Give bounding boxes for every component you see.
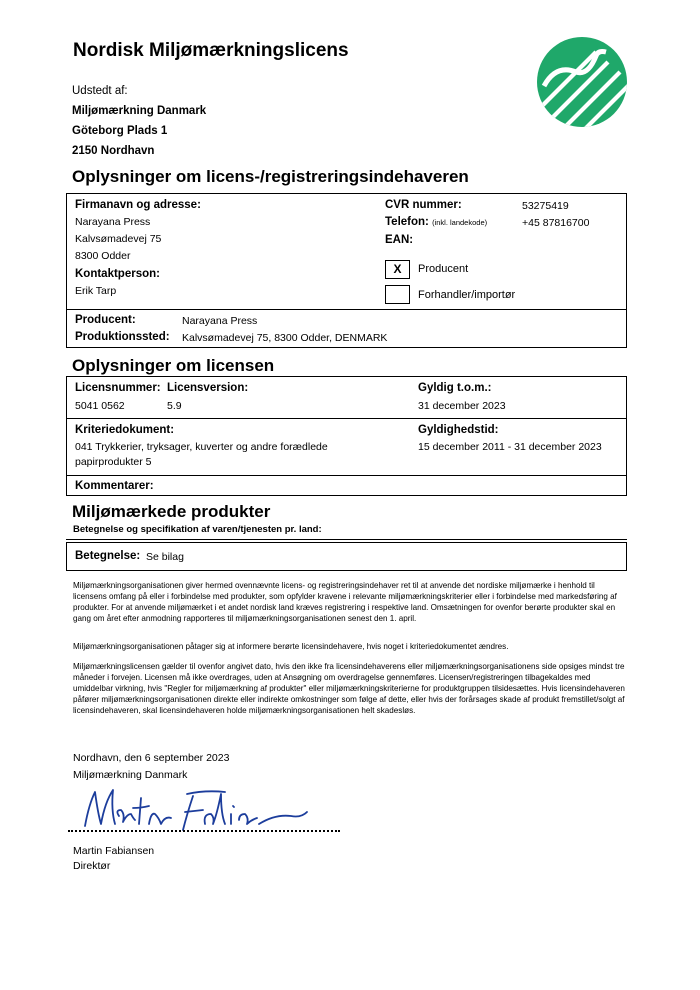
producer-option-label: Producent — [418, 263, 469, 275]
company-street: Kalvsømadevej 75 — [75, 233, 162, 245]
signer-title: Direktør — [73, 860, 111, 872]
cvr-value: 53275419 — [522, 200, 569, 212]
holder-section-heading: Oplysninger om licens-/registreringsindehaveren — [72, 167, 469, 186]
dealer-checkbox[interactable] — [385, 285, 410, 304]
handwritten-signature — [75, 784, 315, 832]
divider — [66, 418, 627, 419]
divider — [66, 539, 627, 540]
divider — [66, 475, 627, 476]
products-section-heading: Miljømærkede produkter — [72, 502, 271, 521]
site-label: Produktionssted: — [75, 331, 170, 343]
producer-row-value: Narayana Press — [182, 315, 258, 327]
issuer-name: Miljømærkning Danmark — [72, 105, 207, 117]
contact-label: Kontaktperson: — [75, 268, 160, 280]
license-number-value: 5041 0562 — [75, 400, 125, 412]
site-value: Kalvsømadevej 75, 8300 Odder, DENMARK — [182, 332, 388, 344]
validity-period-value: 15 december 2011 - 31 december 2023 — [418, 441, 602, 453]
issuer-street: Göteborg Plads 1 — [72, 125, 168, 137]
issuer-block — [72, 81, 206, 161]
valid-until-value: 31 december 2023 — [418, 400, 506, 412]
designation-label: Betegnelse: — [75, 550, 141, 562]
cvr-label: CVR nummer: — [385, 199, 462, 211]
document-title: Nordisk Miljømærkningslicens — [73, 40, 349, 61]
license-number-label: Licensnummer: — [75, 382, 161, 394]
producer-checkbox[interactable]: X — [385, 260, 410, 279]
issuer-city: 2150 Nordhavn — [72, 145, 155, 157]
contact-name: Erik Tarp — [75, 285, 117, 297]
legal-paragraph-3: Miljømærkningslicensen gælder til ovenfor angivet dato, hvis den ikke fra licensindehaverens eller miljømærkningsorganisationens side opsiges mindst tre måneder i forvejen. Licensen må ikke overdrages, uden at Ansøgning om overdragelse gennemføres. Licensen/registreringen tilbagekaldes med umiddelbar virkning, hvis "Regler for miljømærkning af produkter" eller miljømærkningskriterierne for produktgruppen tilsidesættes. Hvis licensindehaveren påfører miljømærkningsorganisationen direkte eller indirekte omkostninger som følge af dette, eller hvis der forårsages skade af produkt fremstillet/solgt af licensindehaveren, skal licensindehaveren holde miljømærkningsorganisationen helt skadesløs. — [73, 662, 625, 715]
criteria-label: Kriteriedokument: — [75, 424, 175, 436]
signature-dotted-line — [68, 830, 340, 832]
license-version-value: 5.9 — [167, 400, 182, 412]
divider — [66, 309, 627, 310]
phone-label: Telefon: — [385, 216, 429, 228]
signature-org: Miljømærkning Danmark — [73, 769, 188, 781]
phone-label-group — [385, 216, 487, 228]
license-version-label: Licensversion: — [167, 382, 249, 394]
ean-label: EAN: — [385, 234, 414, 246]
products-subheading: Betegnelse og specifikation af varen/tjenesten pr. land: — [73, 524, 322, 535]
signer-name: Martin Fabiansen — [73, 845, 155, 857]
license-box — [66, 376, 627, 496]
validity-period-label: Gyldighedstid: — [418, 424, 499, 436]
license-section-heading: Oplysninger om licensen — [72, 356, 275, 375]
phone-value: +45 87816700 — [522, 217, 590, 229]
designation-value: Se bilag — [146, 551, 184, 563]
issued-by-label: Udstedt af: — [72, 85, 128, 97]
valid-until-label: Gyldig t.o.m.: — [418, 382, 492, 394]
legal-paragraph-2: Miljømærkningsorganisationen påtager sig at informere berørte licensindehavere, hvis noget i kriteriedokumentet ændres. — [73, 642, 509, 651]
company-label: Firmanavn og adresse: — [75, 199, 201, 211]
phone-note: (inkl. landekode) — [432, 218, 488, 227]
criteria-line-1: 041 Trykkerier, tryksager, kuverter og andre forædlede — [75, 441, 328, 453]
place-date: Nordhavn, den 6 september 2023 — [73, 752, 230, 764]
company-name: Narayana Press — [75, 216, 151, 228]
dealer-option-label: Forhandler/importør — [418, 289, 516, 301]
company-city: 8300 Odder — [75, 250, 131, 262]
comments-label: Kommentarer: — [75, 480, 154, 492]
nordic-swan-ecolabel-icon — [536, 36, 628, 128]
producer-row-label: Producent: — [75, 314, 136, 326]
legal-paragraph-1: Miljømærkningsorganisationen giver hermed ovennævnte licens- og registreringsindehaver ret til at anvende det nordiske miljømærke i henhold til licensens omfang på eller i forbindelse med produkter, som opfylder kravene i relevante miljømærkningskriterier eller i forbindelse med markedsføring af produkter. For at anvende miljømærket i et andet nordisk land kræves registrering i respektive land. Omsætningen for ovenfor berørte produkter skal en gang om året efter anmodning rapporteres til miljømærkningsorganisationen senest den 1. april. — [73, 581, 617, 623]
criteria-line-2: papirprodukter 5 — [75, 456, 152, 468]
